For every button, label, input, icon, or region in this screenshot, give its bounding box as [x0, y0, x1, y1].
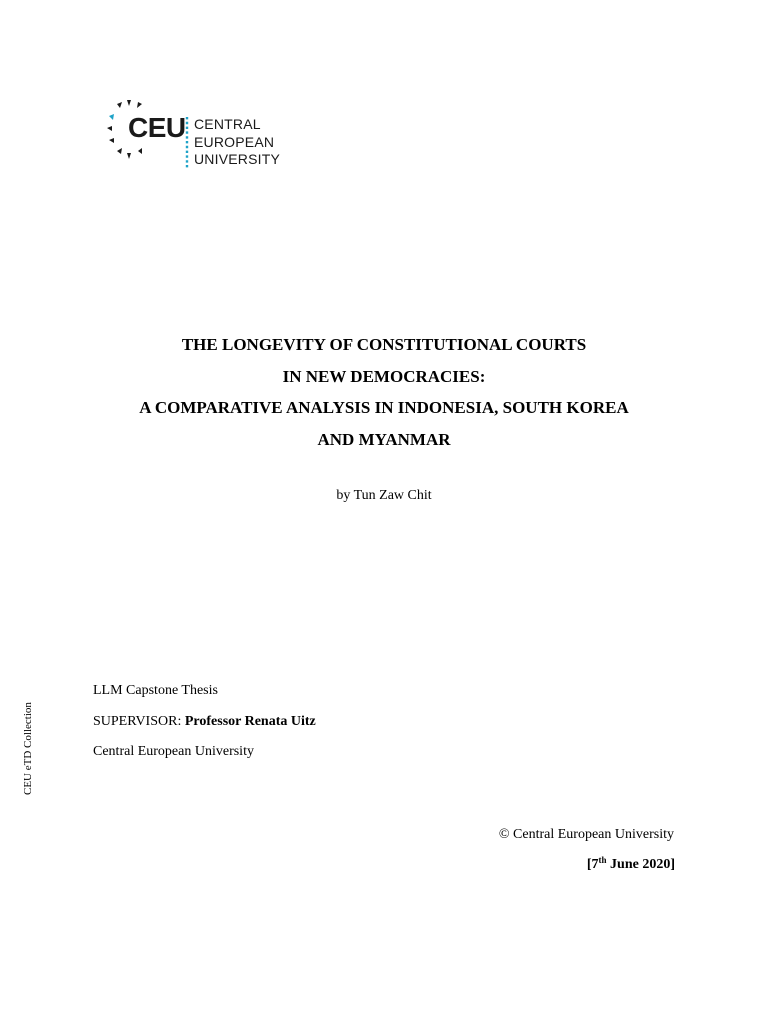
ceu-logo-abbr: CEU	[128, 112, 186, 143]
thesis-title-line: IN NEW DEMOCRACIES:	[282, 366, 486, 386]
ceu-logo-name	[194, 116, 280, 169]
supervisor-label: SUPERVISOR:	[93, 713, 185, 729]
thesis-title-line: AND MYANMAR	[317, 429, 451, 449]
ceu-logo-name-line: CENTRAL	[194, 116, 261, 132]
supervisor-line	[93, 707, 316, 738]
date-open: [7	[586, 857, 599, 872]
thesis-type: LLM Capstone Thesis	[93, 683, 218, 698]
ceu-logo-name-line: UNIVERSITY	[194, 151, 281, 167]
institution-name: Central European University	[93, 744, 254, 759]
thesis-title	[0, 329, 768, 455]
submission-date	[587, 856, 675, 874]
copyright-notice: © Central European University	[498, 827, 674, 842]
thesis-title-line: A COMPARATIVE ANALYSIS IN INDONESIA, SOUTH KOREA	[139, 398, 629, 417]
date-rest: June 2020]	[606, 857, 675, 872]
ceu-logo-name-line: EUROPEAN	[194, 133, 275, 150]
thesis-title-line: THE LONGEVITY OF CONSTITUTIONAL COURTS	[181, 335, 587, 354]
date-suffix: th	[598, 855, 607, 865]
collection-stamp: CEU eTD Collection	[22, 702, 34, 795]
thesis-author: by Tun Zaw Chit	[336, 488, 432, 503]
thesis-details	[93, 676, 316, 768]
supervisor-name: Professor Renata Uitz	[184, 713, 316, 729]
